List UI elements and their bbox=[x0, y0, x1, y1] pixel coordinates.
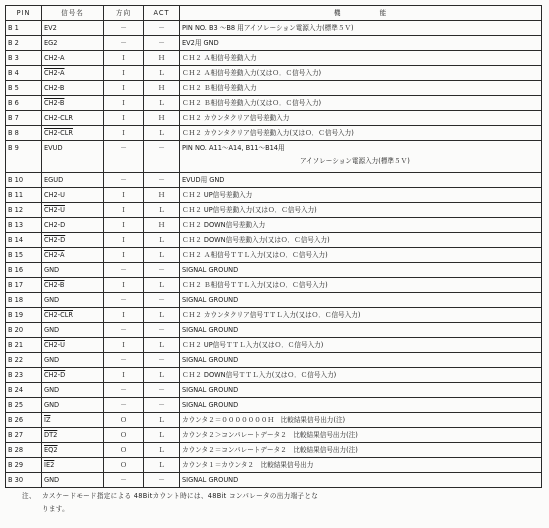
table-row bbox=[6, 338, 542, 353]
table-row bbox=[6, 36, 542, 51]
pin-cell: B 16 bbox=[6, 263, 42, 278]
direction-cell: Ｉ bbox=[104, 51, 144, 66]
pin-cell: B 22 bbox=[6, 353, 42, 368]
act-cell: － bbox=[144, 141, 180, 173]
pin-cell: B 11 bbox=[6, 188, 42, 203]
function-cell: カウンタ２＝コンパレートデータ２ 比較結果信号出力(注) bbox=[180, 443, 542, 458]
signal-name-cell: CH2-A bbox=[42, 66, 104, 81]
function-cell: ＣＨ２ Ｂ相信号差動入力(又はＯ．Ｃ信号入力) bbox=[180, 96, 542, 111]
act-cell: － bbox=[144, 398, 180, 413]
act-cell: － bbox=[144, 36, 180, 51]
footnote bbox=[22, 490, 542, 516]
pin-cell: B 4 bbox=[6, 66, 42, 81]
table-row bbox=[6, 203, 542, 218]
direction-cell: Ｉ bbox=[104, 203, 144, 218]
direction-cell: Ｉ bbox=[104, 368, 144, 383]
signal-name-cell: CH2-D bbox=[42, 218, 104, 233]
act-cell: Ｈ bbox=[144, 218, 180, 233]
pin-cell: B 7 bbox=[6, 111, 42, 126]
footnote-line-1 bbox=[22, 490, 542, 503]
table-row bbox=[6, 263, 542, 278]
table-row bbox=[6, 443, 542, 458]
table-row bbox=[6, 308, 542, 323]
table-row bbox=[6, 188, 542, 203]
table-row bbox=[6, 458, 542, 473]
direction-cell: Ｉ bbox=[104, 248, 144, 263]
function-cell: SIGNAL GROUND bbox=[180, 263, 542, 278]
pin-cell: B 3 bbox=[6, 51, 42, 66]
signal-name-cell: $\overline{IZ}$ bbox=[42, 413, 104, 428]
footnote-tag: 注、 bbox=[22, 492, 36, 500]
table-row bbox=[6, 293, 542, 308]
act-cell: － bbox=[144, 323, 180, 338]
table-row bbox=[6, 233, 542, 248]
act-cell: Ｌ bbox=[144, 443, 180, 458]
table-header-row bbox=[6, 6, 542, 21]
table-row bbox=[6, 141, 542, 173]
function-cell: カウンタ１＝カウンタ２ 比較結果信号出力 bbox=[180, 458, 542, 473]
pin-cell: B 1 bbox=[6, 21, 42, 36]
table-row bbox=[6, 398, 542, 413]
table-body bbox=[6, 21, 542, 488]
table-row bbox=[6, 173, 542, 188]
function-cell: SIGNAL GROUND bbox=[180, 473, 542, 488]
signal-name-cell: CH2-CLR bbox=[42, 111, 104, 126]
table-row bbox=[6, 368, 542, 383]
signal-name-cell: CH2-B bbox=[42, 278, 104, 293]
act-cell: Ｌ bbox=[144, 428, 180, 443]
header-pin: PIN bbox=[6, 6, 42, 21]
direction-cell: Ｉ bbox=[104, 338, 144, 353]
act-cell: Ｌ bbox=[144, 203, 180, 218]
table-row bbox=[6, 428, 542, 443]
act-cell: － bbox=[144, 263, 180, 278]
function-cell: SIGNAL GROUND bbox=[180, 383, 542, 398]
signal-name-cell: DT2 bbox=[42, 428, 104, 443]
signal-name-cell: GND bbox=[42, 383, 104, 398]
table-row bbox=[6, 353, 542, 368]
signal-name-cell: GND bbox=[42, 398, 104, 413]
pin-cell: B 30 bbox=[6, 473, 42, 488]
function-cell: EVUD用 GND bbox=[180, 173, 542, 188]
pin-cell: B 21 bbox=[6, 338, 42, 353]
header-signal-name: 信号名 bbox=[42, 6, 104, 21]
act-cell: Ｈ bbox=[144, 188, 180, 203]
function-cell: PIN NO. B3 ～B8 用アイソレーション電源入力(標準５Ｖ) bbox=[180, 21, 542, 36]
table-row bbox=[6, 111, 542, 126]
act-cell: Ｌ bbox=[144, 96, 180, 111]
pin-cell: B 2 bbox=[6, 36, 42, 51]
signal-name-cell: CH2-U bbox=[42, 338, 104, 353]
pin-table bbox=[5, 5, 542, 488]
direction-cell: － bbox=[104, 473, 144, 488]
act-cell: Ｈ bbox=[144, 81, 180, 96]
signal-name-cell: CH2-B bbox=[42, 81, 104, 96]
direction-cell: － bbox=[104, 323, 144, 338]
header-direction: 方向 bbox=[104, 6, 144, 21]
pin-cell: B 10 bbox=[6, 173, 42, 188]
signal-name-cell: CH2-U bbox=[42, 188, 104, 203]
table-row bbox=[6, 323, 542, 338]
direction-cell: － bbox=[104, 141, 144, 173]
direction-cell: Ｉ bbox=[104, 96, 144, 111]
header-act: ACT bbox=[144, 6, 180, 21]
signal-name-cell: GND bbox=[42, 353, 104, 368]
signal-name-cell: CH2-CLR bbox=[42, 308, 104, 323]
function-cell: ＣＨ２ カウンタクリア信号差動入力(又はＯ．Ｃ信号入力) bbox=[180, 126, 542, 141]
function-line-2: アイソレーション電源入力(標準５Ｖ) bbox=[300, 157, 410, 165]
direction-cell: Ｉ bbox=[104, 233, 144, 248]
direction-cell: － bbox=[104, 398, 144, 413]
act-cell: Ｌ bbox=[144, 368, 180, 383]
direction-cell: － bbox=[104, 21, 144, 36]
function-cell: カウンタ２＞コンパレートデータ２ 比較結果信号出力(注) bbox=[180, 428, 542, 443]
function-cell: ＣＨ２ Ｂ相信号差動入力 bbox=[180, 81, 542, 96]
table-row bbox=[6, 96, 542, 111]
pin-cell: B 28 bbox=[6, 443, 42, 458]
act-cell: Ｌ bbox=[144, 233, 180, 248]
table-row bbox=[6, 51, 542, 66]
footnote-text-1: カスケードモード指定による 48Bitカウント時には、48Bit コンパレータの出力端子とな bbox=[42, 492, 319, 500]
act-cell: Ｌ bbox=[144, 66, 180, 81]
signal-name-cell: CH2-B bbox=[42, 96, 104, 111]
pin-cell: B 26 bbox=[6, 413, 42, 428]
table-row bbox=[6, 21, 542, 36]
function-cell: SIGNAL GROUND bbox=[180, 398, 542, 413]
signal-name-cell: GND bbox=[42, 473, 104, 488]
signal-name-cell: GND bbox=[42, 323, 104, 338]
header-function: 機 能 bbox=[180, 6, 542, 21]
function-cell: ＣＨ２ UP信号ＴＴＬ入力(又はＯ．Ｃ信号入力) bbox=[180, 338, 542, 353]
function-cell: カウンタ２＝０００００００Ｈ 比較結果信号出力(注) bbox=[180, 413, 542, 428]
table-row bbox=[6, 278, 542, 293]
direction-cell: － bbox=[104, 353, 144, 368]
function-cell bbox=[180, 141, 542, 173]
footnote-line-2: ります。 bbox=[42, 505, 70, 513]
direction-cell: － bbox=[104, 173, 144, 188]
pin-cell: B 6 bbox=[6, 96, 42, 111]
table-row bbox=[6, 413, 542, 428]
function-cell: ＣＨ２ Ａ相信号差動入力 bbox=[180, 51, 542, 66]
function-cell: ＣＨ２ UP信号差動入力 bbox=[180, 188, 542, 203]
function-cell: ＣＨ２ DOWN信号差動入力 bbox=[180, 218, 542, 233]
direction-cell: － bbox=[104, 293, 144, 308]
signal-name-cell: GND bbox=[42, 293, 104, 308]
pin-cell: B 25 bbox=[6, 398, 42, 413]
act-cell: － bbox=[144, 383, 180, 398]
table-row bbox=[6, 383, 542, 398]
act-cell: － bbox=[144, 353, 180, 368]
direction-cell: Ｏ bbox=[104, 443, 144, 458]
signal-name-cell: EVUD bbox=[42, 141, 104, 173]
direction-cell: － bbox=[104, 36, 144, 51]
direction-cell: Ｏ bbox=[104, 458, 144, 473]
signal-name-cell: GND bbox=[42, 263, 104, 278]
function-cell: ＣＨ２ DOWN信号ＴＴＬ入力(又はＯ．Ｃ信号入力) bbox=[180, 368, 542, 383]
act-cell: Ｌ bbox=[144, 458, 180, 473]
direction-cell: Ｉ bbox=[104, 111, 144, 126]
pin-cell: B 14 bbox=[6, 233, 42, 248]
table-row bbox=[6, 473, 542, 488]
function-cell: ＣＨ２ Ｂ相信号ＴＴＬ入力(又はＯ．Ｃ信号入力) bbox=[180, 278, 542, 293]
pin-cell: B 9 bbox=[6, 141, 42, 173]
signal-name-cell: EQ2 bbox=[42, 443, 104, 458]
signal-name-cell: EG2 bbox=[42, 36, 104, 51]
direction-cell: Ｉ bbox=[104, 126, 144, 141]
function-line-1: PIN NO. A11～A14, B11～B14用 bbox=[182, 144, 285, 152]
act-cell: － bbox=[144, 21, 180, 36]
pin-cell: B 15 bbox=[6, 248, 42, 263]
act-cell: Ｌ bbox=[144, 248, 180, 263]
function-cell: ＣＨ２ UP信号差動入力(又はＯ．Ｃ信号入力) bbox=[180, 203, 542, 218]
act-cell: － bbox=[144, 173, 180, 188]
signal-name-cell: EGUD bbox=[42, 173, 104, 188]
pin-cell: B 29 bbox=[6, 458, 42, 473]
direction-cell: Ｉ bbox=[104, 81, 144, 96]
function-cell: ＣＨ２ DOWN信号差動入力(又はＯ．Ｃ信号入力) bbox=[180, 233, 542, 248]
direction-cell: Ｉ bbox=[104, 308, 144, 323]
table-row bbox=[6, 248, 542, 263]
pin-cell: B 20 bbox=[6, 323, 42, 338]
act-cell: Ｌ bbox=[144, 338, 180, 353]
signal-name-cell: CH2-A bbox=[42, 51, 104, 66]
table-row bbox=[6, 66, 542, 81]
pin-cell: B 5 bbox=[6, 81, 42, 96]
function-cell: EV2用 GND bbox=[180, 36, 542, 51]
direction-cell: － bbox=[104, 263, 144, 278]
pin-cell: B 13 bbox=[6, 218, 42, 233]
function-cell: ＣＨ２ カウンタクリア信号差動入力 bbox=[180, 111, 542, 126]
act-cell: Ｌ bbox=[144, 308, 180, 323]
direction-cell: Ｏ bbox=[104, 413, 144, 428]
act-cell: Ｌ bbox=[144, 278, 180, 293]
act-cell: Ｈ bbox=[144, 111, 180, 126]
function-cell: SIGNAL GROUND bbox=[180, 323, 542, 338]
act-cell: Ｌ bbox=[144, 413, 180, 428]
table-row bbox=[6, 126, 542, 141]
signal-name-cell: CH2-U bbox=[42, 203, 104, 218]
signal-name-cell: EV2 bbox=[42, 21, 104, 36]
signal-name-cell: IE2 bbox=[42, 458, 104, 473]
signal-name-cell: CH2-A bbox=[42, 248, 104, 263]
pin-cell: B 27 bbox=[6, 428, 42, 443]
function-cell: ＣＨ２ カウンタクリア信号ＴＴＬ入力(又はＯ．Ｃ信号入力) bbox=[180, 308, 542, 323]
act-cell: － bbox=[144, 293, 180, 308]
direction-cell: Ｉ bbox=[104, 188, 144, 203]
pin-cell: B 19 bbox=[6, 308, 42, 323]
direction-cell: － bbox=[104, 383, 144, 398]
function-cell: ＣＨ２ Ａ相信号ＴＴＬ入力(又はＯ．Ｃ信号入力) bbox=[180, 248, 542, 263]
pin-cell: B 23 bbox=[6, 368, 42, 383]
pin-cell: B 24 bbox=[6, 383, 42, 398]
pin-cell: B 12 bbox=[6, 203, 42, 218]
direction-cell: Ｉ bbox=[104, 278, 144, 293]
pin-cell: B 17 bbox=[6, 278, 42, 293]
function-cell: SIGNAL GROUND bbox=[180, 293, 542, 308]
direction-cell: Ｏ bbox=[104, 428, 144, 443]
function-cell: SIGNAL GROUND bbox=[180, 353, 542, 368]
pin-cell: B 8 bbox=[6, 126, 42, 141]
signal-name-cell: CH2-D bbox=[42, 233, 104, 248]
signal-name-cell: CH2-CLR bbox=[42, 126, 104, 141]
act-cell: － bbox=[144, 473, 180, 488]
signal-name-cell: CH2-D bbox=[42, 368, 104, 383]
act-cell: Ｌ bbox=[144, 126, 180, 141]
table-row bbox=[6, 81, 542, 96]
table-row bbox=[6, 218, 542, 233]
direction-cell: Ｉ bbox=[104, 66, 144, 81]
pin-cell: B 18 bbox=[6, 293, 42, 308]
act-cell: Ｈ bbox=[144, 51, 180, 66]
function-cell: ＣＨ２ Ａ相信号差動入力(又はＯ．Ｃ信号入力) bbox=[180, 66, 542, 81]
direction-cell: Ｉ bbox=[104, 218, 144, 233]
